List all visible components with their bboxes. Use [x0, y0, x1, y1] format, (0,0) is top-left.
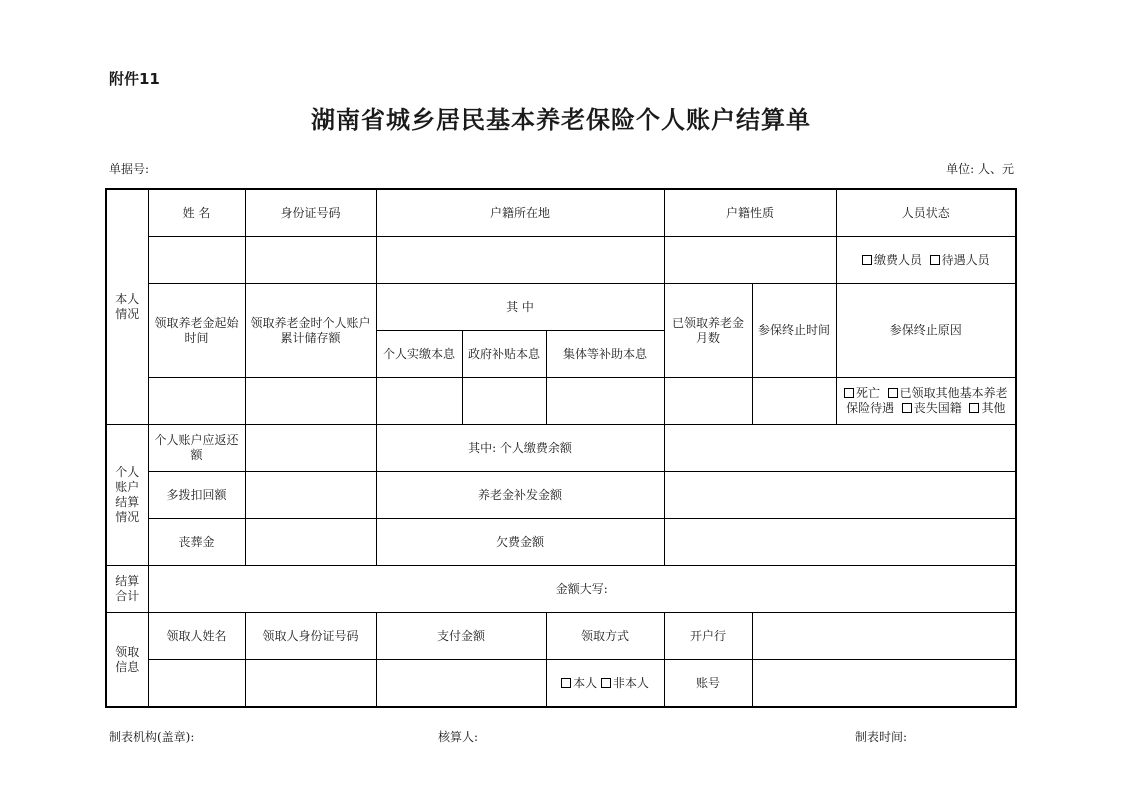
label-amount-caps: 金额大写:	[555, 581, 608, 596]
checkbox-paying[interactable]	[862, 255, 872, 265]
collective-subsidy-value-cell[interactable]	[546, 378, 664, 425]
option-receiving-label: 待遇人员	[941, 252, 990, 267]
person-status-options	[836, 237, 1016, 284]
months-received-value-cell[interactable]	[664, 378, 752, 425]
footer-checker-label: 核算人:	[438, 730, 479, 744]
overpaid-value-cell[interactable]	[245, 472, 376, 519]
option-death-label: 死亡	[855, 386, 880, 400]
label-arrears: 欠费金额	[376, 519, 664, 566]
header-months-received: 已领取养老金月数	[664, 284, 752, 378]
personal-balance-value-cell[interactable]	[664, 425, 1016, 472]
recipient-id-value-cell[interactable]	[245, 660, 376, 708]
option-self-label: 本人	[573, 675, 598, 690]
form-title: 湖南省城乡居民基本养老保险个人账户结算单	[311, 105, 811, 134]
header-account-balance: 领取养老金时个人账户累计储存额	[245, 284, 376, 378]
start-time-value-cell[interactable]	[148, 378, 245, 425]
header-method: 领取方式	[546, 613, 664, 660]
header-of-which: 其 中	[376, 284, 664, 331]
funeral-value-cell[interactable]	[245, 519, 376, 566]
option-other-label: 其他	[981, 401, 1006, 415]
checkbox-other[interactable]	[969, 403, 979, 413]
attachment-label: 附件11	[109, 70, 160, 88]
method-options	[546, 660, 664, 708]
header-id-number: 身份证号码	[245, 189, 376, 237]
footer-time-label: 制表时间:	[855, 730, 908, 744]
section-settlement-label: 个人账户结算情况	[106, 425, 148, 566]
section-recipient-label: 领取信息	[106, 613, 148, 708]
checkbox-death[interactable]	[844, 388, 854, 398]
header-residence: 户籍所在地	[376, 189, 664, 237]
label-personal-balance: 其中: 个人缴费余额	[376, 425, 664, 472]
checkbox-self[interactable]	[561, 678, 571, 688]
termination-time-value-cell[interactable]	[752, 378, 836, 425]
footer-org-label: 制表机构(盖章):	[109, 730, 195, 744]
unit-label: 单位: 人、元	[946, 162, 1014, 176]
header-bank: 开户行	[664, 613, 752, 660]
header-name: 姓 名	[148, 189, 245, 237]
label-pension-supplement: 养老金补发金额	[376, 472, 664, 519]
pension-supplement-value-cell[interactable]	[664, 472, 1016, 519]
residence-value-cell[interactable]	[376, 237, 664, 284]
header-personal-paid: 个人实缴本息	[376, 331, 462, 378]
section-total-label: 结算合计	[106, 566, 148, 613]
header-collective-subsidy: 集体等补助本息	[546, 331, 664, 378]
checkbox-lost-nationality[interactable]	[902, 403, 912, 413]
header-payment-amount: 支付金额	[376, 613, 546, 660]
header-residence-type: 户籍性质	[664, 189, 836, 237]
option-other-pension-label: 已领取其他基本养老保险待遇	[846, 386, 1008, 415]
option-lost-nationality-label: 丧失国籍	[913, 401, 962, 415]
header-start-time: 领取养老金起始时间	[148, 284, 245, 378]
payment-amount-value-cell[interactable]	[376, 660, 546, 708]
account-balance-value-cell[interactable]	[245, 378, 376, 425]
gov-subsidy-value-cell[interactable]	[462, 378, 546, 425]
account-value-cell[interactable]	[752, 660, 1016, 708]
bank-value-cell[interactable]	[752, 613, 1016, 660]
header-recipient-name: 领取人姓名	[148, 613, 245, 660]
section-personal-label: 本人情况	[106, 189, 148, 425]
header-termination-reason: 参保终止原因	[836, 284, 1016, 378]
personal-paid-value-cell[interactable]	[376, 378, 462, 425]
header-recipient-id: 领取人身份证号码	[245, 613, 376, 660]
option-not-self-label: 非本人	[612, 675, 649, 690]
amount-in-words-cell[interactable]	[148, 566, 1016, 613]
header-person-status: 人员状态	[836, 189, 1016, 237]
header-gov-subsidy: 政府补贴本息	[462, 331, 546, 378]
label-overpaid: 多拨扣回额	[148, 472, 245, 519]
termination-reason-options	[836, 378, 1016, 425]
residence-type-value-cell[interactable]	[664, 237, 836, 284]
doc-number-label: 单据号:	[109, 162, 150, 176]
checkbox-other-pension[interactable]	[888, 388, 898, 398]
arrears-value-cell[interactable]	[664, 519, 1016, 566]
label-funeral: 丧葬金	[148, 519, 245, 566]
header-account: 账号	[664, 660, 752, 708]
checkbox-receiving[interactable]	[930, 255, 940, 265]
label-refund: 个人账户应返还额	[148, 425, 245, 472]
id-number-value-cell[interactable]	[245, 237, 376, 284]
refund-value-cell[interactable]	[245, 425, 376, 472]
settlement-form-table	[105, 188, 1017, 708]
name-value-cell[interactable]	[148, 237, 245, 284]
checkbox-not-self[interactable]	[601, 678, 611, 688]
header-termination-time: 参保终止时间	[752, 284, 836, 378]
recipient-name-value-cell[interactable]	[148, 660, 245, 708]
option-paying-label: 缴费人员	[873, 252, 922, 267]
